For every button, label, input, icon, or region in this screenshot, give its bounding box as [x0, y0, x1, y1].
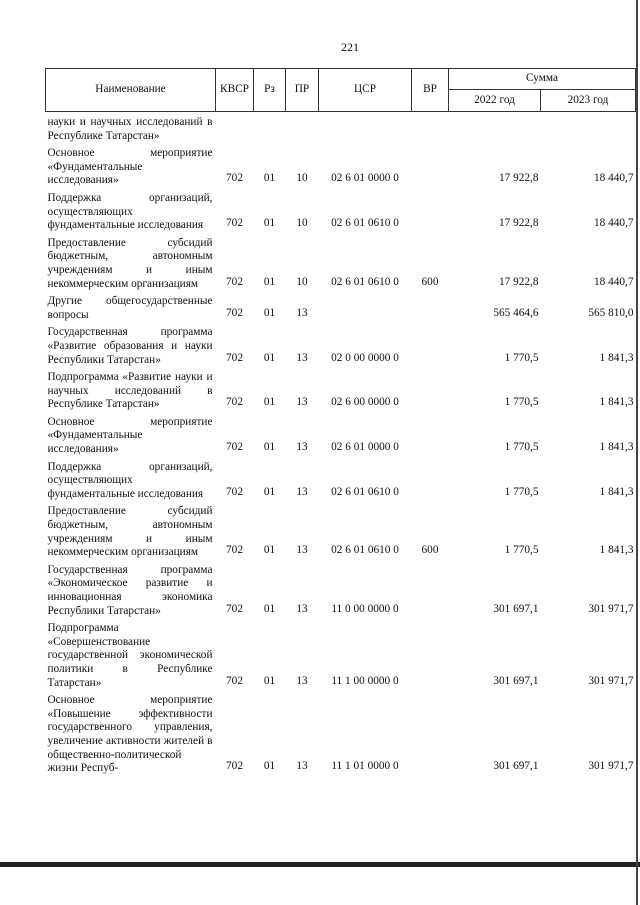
- row-vr: 600: [421, 544, 439, 557]
- row-pr: 13: [296, 396, 308, 409]
- row-sum-2022: 565 464,6: [493, 306, 539, 319]
- row-vr: [412, 112, 449, 144]
- row-sum-2023: 18 440,7: [593, 217, 634, 230]
- table-body: [46, 112, 636, 776]
- row-sum-2023: 1 841,3: [599, 485, 634, 498]
- row-pr: 13: [296, 485, 308, 498]
- row-vr: [412, 188, 449, 233]
- row-name: Основное мероприятие «Фундаментальные исследования»: [47, 415, 213, 456]
- table-row: [46, 143, 636, 188]
- row-name: Поддержка организаций, осуществляющих фундаментальные исследования: [47, 191, 213, 232]
- row-name: Поддержка организаций, осуществляющих фундаментальные исследования: [47, 460, 213, 500]
- row-pr: 13: [296, 760, 308, 773]
- row-vr: [412, 367, 449, 412]
- row-name: Предоставление субсидий бюджетным, автономным учреждениям и иным некоммерческим организациям: [47, 236, 213, 290]
- row-vr: [412, 457, 449, 502]
- header-vr: ВР: [412, 69, 449, 112]
- row-name: науки и научных исследований в Республике Татарстан»: [47, 116, 213, 142]
- row-pr: 10: [296, 172, 308, 185]
- row-pr: 10: [296, 275, 308, 288]
- row-csr: [319, 291, 412, 322]
- row-pr: 13: [296, 674, 308, 687]
- row-rz: 01: [263, 172, 276, 185]
- row-rz: 01: [263, 306, 276, 319]
- table-row: [46, 188, 636, 233]
- row-name: Подпрограмма «Совершенствование государственной экономической политики в Республике Татарстан»: [47, 622, 213, 689]
- row-pr: 10: [296, 217, 308, 230]
- table-row: [46, 560, 636, 618]
- row-sum-2023: [541, 112, 636, 144]
- row-vr: [412, 690, 449, 776]
- row-rz: 01: [263, 217, 276, 230]
- row-pr: [286, 112, 319, 144]
- row-sum-2022: 17 922,8: [498, 217, 539, 230]
- table-row: [46, 412, 636, 457]
- row-sum-2022: 301 697,1: [493, 674, 539, 687]
- row-kvsr: 702: [226, 396, 243, 409]
- row-sum-2022: 301 697,1: [493, 760, 539, 773]
- row-rz: 01: [263, 760, 276, 773]
- table-row: [46, 112, 636, 144]
- table-row: [46, 457, 636, 502]
- row-sum-2023: 1 841,3: [599, 441, 634, 454]
- table-row: [46, 501, 636, 559]
- row-kvsr: 702: [226, 306, 243, 319]
- row-sum-2022: 1 770,5: [504, 351, 539, 364]
- row-rz: 01: [263, 544, 276, 557]
- row-name: Подпрограмма «Развитие науки и научных исследований в Республике Татарстан»: [47, 371, 213, 411]
- header-kvsr: КВСР: [216, 69, 254, 112]
- row-vr: [412, 143, 449, 188]
- row-sum-2023: 1 841,3: [599, 396, 634, 409]
- row-vr: [412, 412, 449, 457]
- row-kvsr: 702: [226, 760, 243, 773]
- row-kvsr: 702: [226, 544, 243, 557]
- row-name: Основное мероприятие «Фундаментальные исследования»: [47, 147, 213, 187]
- header-csr: ЦСР: [319, 69, 412, 112]
- header-2022: 2022 год: [449, 90, 541, 112]
- row-vr: 600: [421, 275, 439, 288]
- row-sum-2022: [449, 112, 541, 144]
- row-kvsr: 702: [226, 602, 243, 615]
- table-row: [46, 233, 636, 291]
- row-sum-2023: 1 841,3: [599, 351, 634, 364]
- row-pr: 13: [296, 306, 308, 319]
- row-kvsr: 702: [226, 275, 243, 288]
- row-kvsr: [216, 112, 254, 144]
- row-csr: 11 1 01 0000 0: [331, 760, 399, 773]
- row-sum-2022: 1 770,5: [504, 396, 539, 409]
- row-sum-2023: 565 810,0: [588, 306, 634, 319]
- row-rz: 01: [263, 674, 276, 687]
- row-rz: 01: [263, 485, 276, 498]
- row-sum-2023: 18 440,7: [593, 172, 634, 185]
- row-kvsr: 702: [226, 351, 243, 364]
- row-sum-2023: 301 971,7: [588, 674, 634, 687]
- row-csr: 02 6 00 0000 0: [331, 396, 399, 409]
- row-kvsr: 702: [226, 674, 243, 687]
- table-header: [46, 69, 636, 112]
- row-kvsr: 702: [226, 441, 243, 454]
- row-vr: [412, 560, 449, 618]
- row-kvsr: 702: [226, 485, 243, 498]
- scan-border-bottom: [0, 862, 640, 867]
- row-sum-2022: 1 770,5: [504, 441, 539, 454]
- header-sum: Сумма: [449, 69, 636, 90]
- row-csr: 02 6 01 0610 0: [331, 485, 399, 498]
- row-sum-2022: 17 922,8: [498, 172, 539, 185]
- row-rz: 01: [263, 441, 276, 454]
- row-rz: 01: [263, 396, 276, 409]
- row-name: Государственная программа «Развитие образования и науки Республики Татарстан»: [47, 326, 213, 366]
- row-vr: [412, 322, 449, 367]
- table-row: [46, 291, 636, 322]
- row-csr: 02 6 01 0610 0: [331, 544, 399, 557]
- row-pr: 13: [296, 351, 308, 364]
- table-row: [46, 322, 636, 367]
- row-csr: 02 6 01 0610 0: [331, 275, 399, 288]
- row-name: Основное мероприятие «Повышение эффективности государственного управления, увеличение активности жителей в общественно-политической жизни Респуб-: [47, 694, 213, 775]
- row-csr: 02 0 00 0000 0: [331, 351, 399, 364]
- row-name: Предоставление субсидий бюджетным, автономным учреждениям и иным некоммерческим организациям: [47, 505, 213, 559]
- row-csr: 02 6 01 0000 0: [331, 172, 399, 185]
- row-sum-2023: 301 971,7: [588, 760, 634, 773]
- budget-table: [45, 68, 636, 776]
- row-csr: 02 6 01 0000 0: [331, 441, 399, 454]
- table-row: [46, 367, 636, 412]
- header-rz: Рз: [254, 69, 286, 112]
- row-csr: 02 6 01 0610 0: [331, 217, 399, 230]
- row-sum-2023: 1 841,3: [599, 544, 634, 557]
- row-vr: [412, 618, 449, 690]
- row-rz: [254, 112, 286, 144]
- header-name: Наименование: [46, 69, 216, 112]
- row-name: Другие общегосударственные вопросы: [47, 295, 213, 321]
- row-pr: 13: [296, 544, 308, 557]
- row-kvsr: 702: [226, 217, 243, 230]
- row-kvsr: 702: [226, 172, 243, 185]
- row-name: Государственная программа «Экономическое развитие и инновационная экономика Республики Татарстан»: [47, 563, 213, 617]
- row-pr: 13: [296, 441, 308, 454]
- row-sum-2022: 1 770,5: [504, 485, 539, 498]
- row-sum-2022: 17 922,8: [498, 275, 539, 288]
- row-csr: 11 1 00 0000 0: [331, 674, 399, 687]
- row-rz: 01: [263, 275, 276, 288]
- scan-border-right: [636, 0, 638, 905]
- row-rz: 01: [263, 351, 276, 364]
- row-csr: [319, 112, 412, 144]
- row-csr: 11 0 00 0000 0: [331, 602, 399, 615]
- page-number: 221: [341, 40, 359, 54]
- row-pr: 13: [296, 602, 308, 615]
- row-sum-2023: 18 440,7: [593, 275, 634, 288]
- row-rz: 01: [263, 602, 276, 615]
- row-sum-2022: 1 770,5: [504, 544, 539, 557]
- row-sum-2023: 301 971,7: [588, 602, 634, 615]
- table-row: [46, 690, 636, 776]
- row-vr: [412, 291, 449, 322]
- header-pr: ПР: [286, 69, 319, 112]
- row-sum-2022: 301 697,1: [493, 602, 539, 615]
- table-row: [46, 618, 636, 690]
- header-2023: 2023 год: [541, 90, 636, 112]
